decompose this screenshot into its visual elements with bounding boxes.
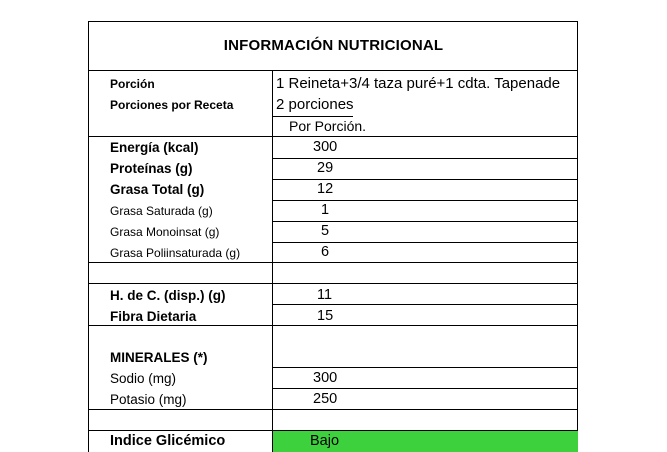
- nutrient-value: 5: [321, 223, 330, 239]
- glycemic-value: Bajo: [310, 433, 340, 449]
- nutrient-value: 6: [321, 244, 330, 260]
- minerals-header: MINERALES (*): [110, 350, 208, 365]
- mineral-value: 300: [313, 370, 338, 386]
- portion-value: 1 Reineta+3/4 taza puré+1 cdta. Tapenade: [276, 75, 561, 92]
- table-title: INFORMACIÓN NUTRICIONAL: [223, 37, 444, 54]
- nutrient-label: H. de C. (disp.) (g): [110, 288, 226, 303]
- nutrient-value: 29: [317, 160, 334, 176]
- nutrient-value: 1: [321, 202, 330, 218]
- mineral-label: Potasio (mg): [110, 392, 187, 407]
- glycemic-label: Indice Glicémico: [110, 433, 226, 449]
- mineral-value: 250: [313, 391, 338, 407]
- mineral-label: Sodio (mg): [110, 371, 177, 386]
- nutrient-label: Fibra Dietaria: [110, 309, 197, 324]
- nutrient-value: 300: [313, 139, 338, 155]
- per-portion-header: Por Porción.: [289, 118, 367, 134]
- nutrient-label: Proteínas (g): [110, 161, 193, 176]
- servings-label: Porciones por Receta: [110, 98, 234, 112]
- nutrient-value: 12: [317, 181, 334, 197]
- nutrient-label: Grasa Total (g): [110, 182, 205, 197]
- nutrient-label: Grasa Monoinsat (g): [110, 225, 220, 239]
- portion-label: Porción: [110, 77, 155, 91]
- servings-value: 2 porciones: [276, 96, 354, 113]
- nutrient-value: 15: [317, 308, 334, 324]
- nutrient-value: 11: [317, 287, 333, 303]
- nutrient-label: Grasa Poliinsaturada (g): [110, 246, 241, 260]
- nutrient-label: Grasa Saturada (g): [110, 204, 213, 218]
- nutrient-label: Energía (kcal): [110, 140, 199, 155]
